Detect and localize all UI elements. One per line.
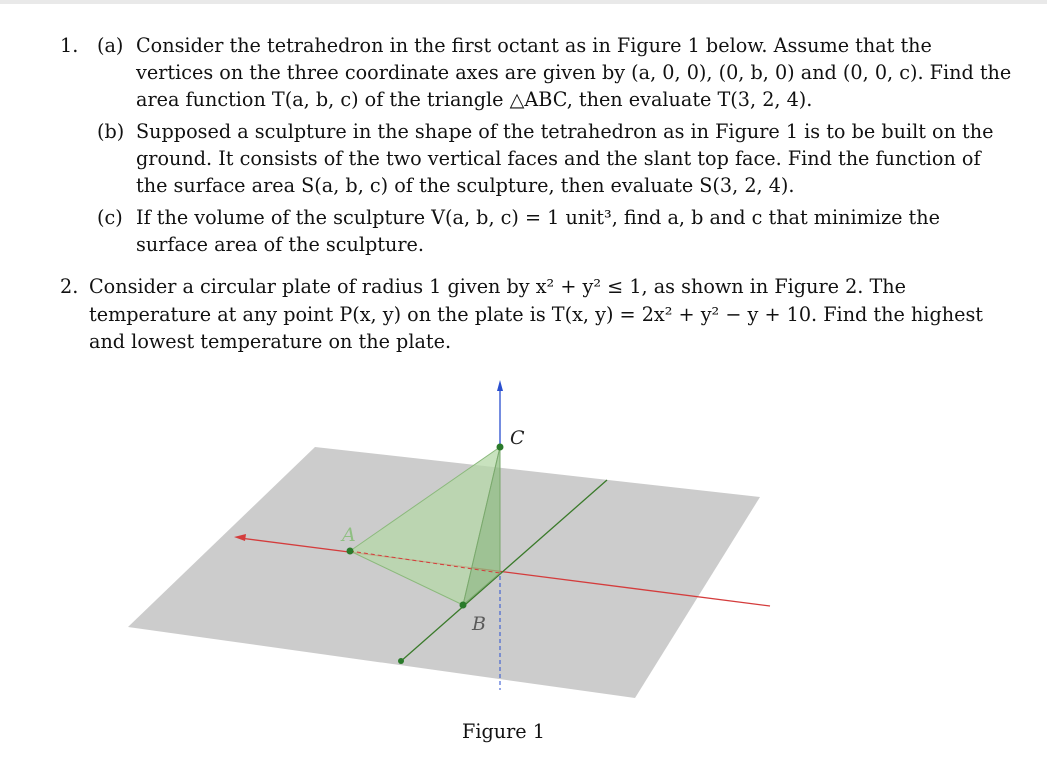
part-a-line-1: Consider the tetrahedron in the first octant as in Figure 1 below. Assume that the xyxy=(136,34,932,57)
y-axis-end-point xyxy=(398,658,404,664)
part-c-line-2: surface area of the sculpture. xyxy=(136,233,424,256)
point-b xyxy=(460,602,467,609)
part-c-label: (c) xyxy=(97,206,123,229)
figure-1-caption: Figure 1 xyxy=(462,720,545,743)
problem-2-line-1: Consider a circular plate of radius 1 given by x² + y² ≤ 1, as shown in Figure 2. The xyxy=(89,275,906,298)
point-a xyxy=(347,548,354,555)
point-a-label: A xyxy=(342,524,356,546)
part-a-label: (a) xyxy=(97,34,124,57)
figure-1-diagram xyxy=(120,372,800,712)
part-a-line-2: vertices on the three coordinate axes are given by (a, 0, 0), (0, b, 0) and (0, 0, c). Find the xyxy=(136,61,1012,84)
part-b-line-3: the surface area S(a, b, c) of the sculpture, then evaluate S(3, 2, 4). xyxy=(136,174,795,197)
point-b-label: B xyxy=(472,613,486,635)
problem-2-line-2: temperature at any point P(x, y) on the plate is T(x, y) = 2x² + y² − y + 10. Find the highest xyxy=(89,303,983,326)
part-c-line-1: If the volume of the sculpture V(a, b, c) = 1 unit³, find a, b and c that minimize the xyxy=(136,206,940,229)
point-c-label: C xyxy=(510,427,525,449)
z-axis-arrow xyxy=(497,380,503,391)
part-b-line-2: ground. It consists of the two vertical faces and the slant top face. Find the function of xyxy=(136,147,981,170)
point-c xyxy=(497,444,504,451)
problem-2-line-3: and lowest temperature on the plate. xyxy=(89,330,452,353)
part-a-line-3: area function T(a, b, c) of the triangle △ABC, then evaluate T(3, 2, 4). xyxy=(136,88,813,111)
problem-2-number: 2. xyxy=(60,275,79,298)
part-b-line-1: Supposed a sculpture in the shape of the tetrahedron as in Figure 1 is to be built on the xyxy=(136,120,994,143)
problem-1-number: 1. xyxy=(60,34,79,57)
part-b-label: (b) xyxy=(97,120,125,143)
top-rule xyxy=(0,0,1047,4)
